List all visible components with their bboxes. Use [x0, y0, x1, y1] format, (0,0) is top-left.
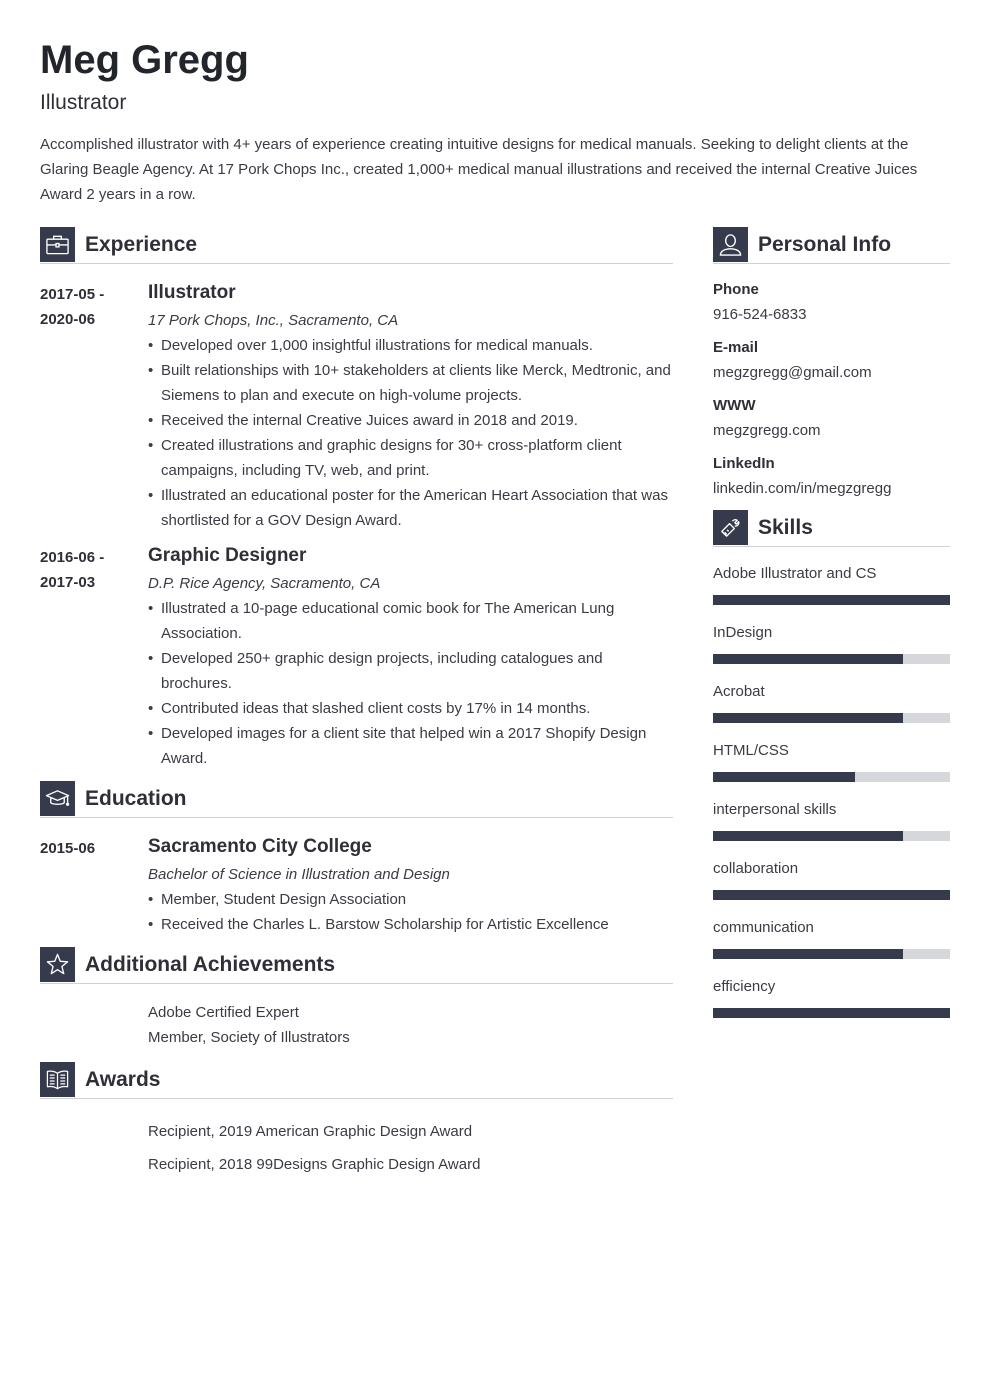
skill-item — [713, 917, 950, 976]
skill-name: communication — [713, 919, 814, 936]
skill-level-bar — [713, 713, 950, 723]
candidate-role: Illustrator — [40, 91, 127, 114]
info-label: E-mail — [713, 339, 759, 356]
bullet-item: • Built relationships with 10+ stakeholders at clients like Merck, Medtronic, and Siemens to plan and execute on high-volume projects. — [148, 358, 673, 408]
bullet-item: • Received the Charles L. Barstow Scholarship for Artistic Excellence — [148, 912, 673, 937]
date-end: 2020-06 — [40, 311, 96, 328]
skill-level-bar — [713, 949, 950, 959]
website-value: megzgregg.com — [713, 422, 821, 439]
achievements-list — [40, 1000, 673, 1050]
skill-level-bar — [713, 654, 950, 664]
skill-name: Adobe Illustrator and CS — [713, 565, 877, 582]
user-icon — [713, 227, 748, 262]
bullet-item: • Member, Student Design Association — [148, 887, 673, 912]
achievements-header — [40, 947, 673, 984]
skill-level-bar — [713, 890, 950, 900]
job-bullets — [148, 333, 673, 533]
tools-icon — [713, 510, 748, 545]
skill-item — [713, 740, 950, 799]
info-field-linkedin — [713, 454, 950, 499]
experience-entry — [40, 543, 673, 771]
skill-level-fill — [713, 890, 950, 900]
info-field-phone — [713, 280, 950, 325]
achievement-item: Member, Society of Illustrators — [148, 1029, 350, 1046]
skills-title: Skills — [758, 516, 813, 539]
star-icon — [40, 947, 75, 982]
experience-title: Experience — [85, 233, 198, 256]
bullet-item: • Illustrated an educational poster for the American Heart Association that was shortlisted for a GOV Design Award. — [148, 483, 673, 533]
date-start: 2017-05 - — [40, 286, 105, 303]
job-company: 17 Pork Chops, Inc., Sacramento, CA — [148, 312, 399, 329]
bullet-item: • Received the internal Creative Juices award in 2018 and 2019. — [148, 408, 673, 433]
experience-header — [40, 227, 673, 264]
skill-item — [713, 976, 950, 1035]
info-label: WWW — [713, 397, 756, 414]
skill-item — [713, 563, 950, 622]
skill-level-fill — [713, 1008, 950, 1018]
bullet-item: • Developed 250+ graphic design projects, including catalogues and brochures. — [148, 646, 673, 696]
skill-name: HTML/CSS — [713, 742, 789, 759]
graduation-cap-icon — [40, 781, 75, 816]
personal-info-title: Personal Info — [758, 233, 892, 256]
skill-level-bar — [713, 1008, 950, 1018]
info-label: Phone — [713, 281, 759, 298]
date-end: 2017-03 — [40, 574, 96, 591]
main-column — [40, 227, 673, 1193]
bullet-item: • Created illustrations and graphic designs for 30+ cross-platform client campaigns, including TV, web, and print. — [148, 433, 673, 483]
entry-date — [40, 282, 140, 332]
open-book-icon — [40, 1062, 75, 1097]
award-item: Recipient, 2018 99Designs Graphic Design Award — [148, 1156, 481, 1173]
phone-value: 916-524-6833 — [713, 306, 807, 323]
personal-info-header — [713, 227, 950, 264]
experience-entry — [40, 280, 673, 533]
skill-name: Acrobat — [713, 683, 765, 700]
job-title: Illustrator — [148, 282, 236, 303]
skill-level-bar — [713, 772, 950, 782]
skill-item — [713, 622, 950, 681]
skill-level-bar — [713, 831, 950, 841]
school-name: Sacramento City College — [148, 836, 372, 857]
job-title: Graphic Designer — [148, 545, 307, 566]
skill-name: InDesign — [713, 624, 773, 641]
skill-level-fill — [713, 654, 903, 664]
skill-level-fill — [713, 831, 903, 841]
experience-section — [40, 227, 673, 771]
skill-item — [713, 681, 950, 740]
skill-level-fill — [713, 772, 855, 782]
bullet-item: • Developed over 1,000 insightful illustrations for medical manuals. — [148, 333, 673, 358]
skill-item — [713, 858, 950, 917]
education-section — [40, 781, 673, 937]
bullet-item: • Developed images for a client site that helped win a 2017 Shopify Design Award. — [148, 721, 673, 771]
date-start: 2016-06 - — [40, 549, 105, 566]
personal-info-section — [713, 227, 950, 499]
entry-date: 2015-06 — [40, 840, 96, 857]
skills-section — [713, 510, 950, 1035]
profile-summary: Accomplished illustrator with 4+ years of experience creating intuitive designs for medical manuals. Seeking to delight clients at the Glaring Beagle Agency. At 17 Pork Chops Inc., created 1,000+ medical manual illustrations and received the internal Creative Juices Award 2 years in a row. — [40, 136, 918, 203]
award-item: Recipient, 2019 American Graphic Design Award — [148, 1123, 473, 1140]
education-header — [40, 781, 673, 818]
skills-list — [713, 563, 950, 1035]
awards-header — [40, 1062, 673, 1099]
education-title: Education — [85, 787, 187, 810]
achievement-item: Adobe Certified Expert — [148, 1004, 299, 1021]
degree-name: Bachelor of Science in Illustration and Design — [148, 866, 450, 883]
skill-name: collaboration — [713, 860, 799, 877]
skills-header — [713, 510, 950, 547]
info-field-www — [713, 396, 950, 441]
education-bullets — [148, 887, 673, 937]
skill-level-bar — [713, 595, 950, 605]
achievements-title: Additional Achievements — [85, 953, 336, 976]
info-label: LinkedIn — [713, 455, 775, 472]
skill-level-fill — [713, 949, 903, 959]
skill-level-fill — [713, 713, 903, 723]
info-field-email — [713, 338, 950, 383]
education-entry — [40, 834, 673, 937]
email-value: megzgregg@gmail.com — [713, 364, 872, 381]
skill-name: interpersonal skills — [713, 801, 837, 818]
job-company: D.P. Rice Agency, Sacramento, CA — [148, 575, 381, 592]
awards-section — [40, 1062, 673, 1181]
bullet-item: • Illustrated a 10-page educational comic book for The American Lung Association. — [148, 596, 673, 646]
bullet-item: • Contributed ideas that slashed client costs by 17% in 14 months. — [148, 696, 673, 721]
briefcase-icon — [40, 227, 75, 262]
linkedin-value: linkedin.com/in/megzgregg — [713, 480, 892, 497]
candidate-name: Meg Gregg — [40, 38, 249, 82]
skill-item — [713, 799, 950, 858]
skill-level-fill — [713, 595, 950, 605]
awards-list — [40, 1115, 673, 1181]
sidebar-column — [713, 227, 950, 1035]
entry-date — [40, 545, 140, 595]
skill-name: efficiency — [713, 978, 776, 995]
job-bullets — [148, 596, 673, 771]
achievements-section — [40, 947, 673, 1050]
awards-title: Awards — [85, 1068, 161, 1091]
